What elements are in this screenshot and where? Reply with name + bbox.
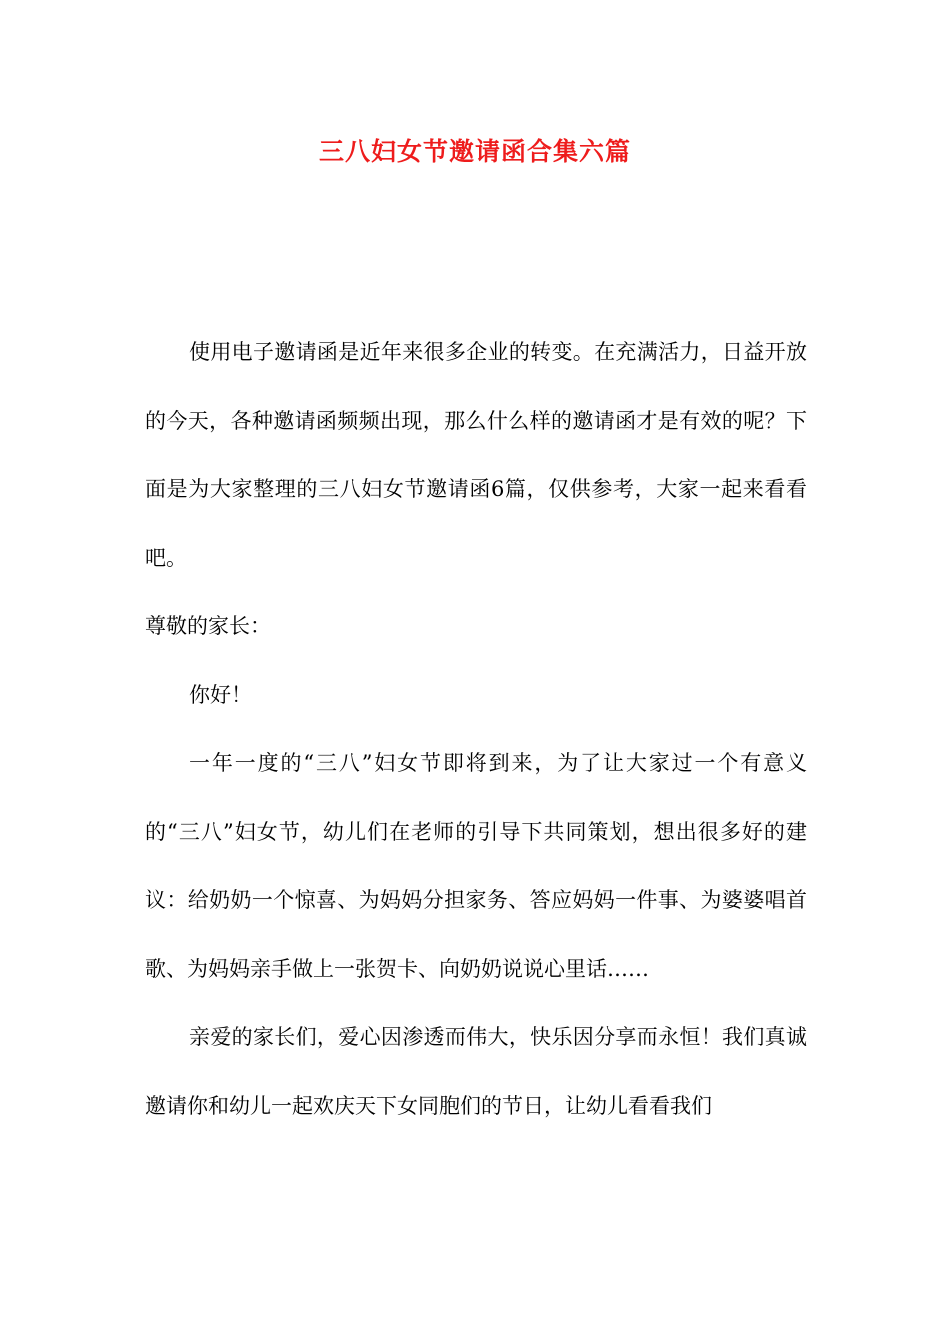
paragraph-greeting: 你好！ xyxy=(189,682,252,707)
paragraph-intro: 使用电子邀请函是近年来很多企业的转变。在充满活力，日益开放的今天，各种邀请函频频出现，那么什么样的邀请函才是有效的呢？下面是为大家整理的三八妇女节邀请函6篇，仅供参考，大家一起来看看吧。 xyxy=(145,340,807,570)
paragraph-event: 一年一度的“三八”妇女节即将到来，为了让大家过一个有意义的“三八”妇女节，幼儿们在老师的引导下共同策划，想出很多好的建议：给奶奶一个惊喜、为妈妈分担家务、答应妈妈一件事、为婆婆唱首歌、为妈妈亲手做上一张贺卡、向奶奶说说心里话…… xyxy=(145,751,807,981)
paragraph-invitation: 亲爱的家长们，爱心因渗透而伟大，快乐因分享而永恒！我们真诚邀请你和幼儿一起欢庆天下女同胞们的节日，让幼儿看看我们 xyxy=(145,1025,807,1118)
document-title: 三八妇女节邀请函合集六篇 xyxy=(318,137,631,166)
document-body xyxy=(145,318,807,1140)
paragraph-salutation: 尊敬的家长： xyxy=(145,614,271,638)
